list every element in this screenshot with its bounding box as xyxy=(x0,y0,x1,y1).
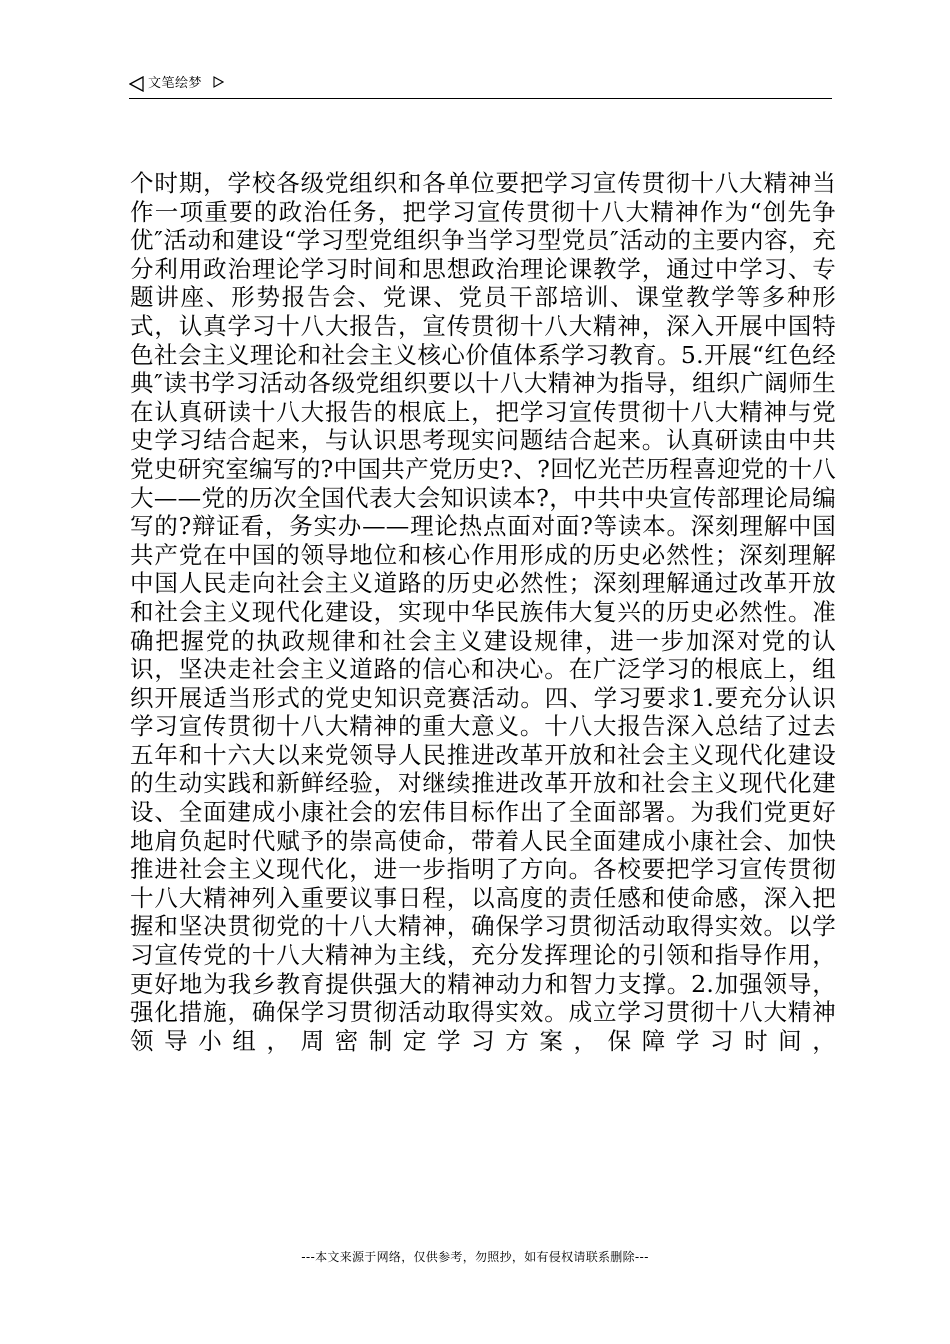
right-triangle-icon xyxy=(213,76,224,88)
header-title: 文笔绘梦 xyxy=(148,76,203,91)
document-body-text: 个时期，学校各级党组织和各单位要把学习宣传贯彻十八大精神当作一项重要的政治任务，把学习宣传贯彻十八大精神作为“创先争优″活动和建设“学习型党组织争当学习型党员″活动的主要内容，充分利用政治理论学习时间和思想政治理论课教学，通过中学习、专题讲座、形势报告会、党课、党员干部培训、课堂教学等多种形式，认真学习十八大报告，宣传贯彻十八大精神，深入开展中国特色社会主义理论和社会主义核心价值体系学习教育。5.开展“红色经典″读书学习活动各级党组织要以十八大精神为指导，组织广阔师生在认真研读十八大报告的根底上，把学习宣传贯彻十八大精神与党史学习结合起来，与认识思考现实问题结合起来。认真研读由中共党史研究室编写的?中国共产党历史?、?回忆光芒历程喜迎党的十八大——党的历次全国代表大会知识读本?，中共中央宣传部理论局编写的?辩证看，务实办——理论热点面对面?等读本。深刻理解中国共产党在中国的领导地位和核心作用形成的历史必然性；深刻理解中国人民走向社会主义道路的历史必然性；深刻理解通过改革开放和社会主义现代化建设，实现中华民族伟大复兴的历史必然性。准确把握党的执政规律和社会主义建设规律，进一步加深对党的认识，坚决走社会主义道路的信心和决心。在广泛学习的根底上，组织开展适当形式的党史知识竞赛活动。四、学习要求1.要充分认识学习宣传贯彻十八大精神的重大意义。十八大报告深入总结了过去五年和十六大以来党领导人民推进改革开放和社会主义现代化建设的生动实践和新鲜经验，对继续推进改革开放和社会主义现代化建设、全面建成小康社会的宏伟目标作出了全面部署。为我们党更好地肩负起时代赋予的崇高使命，带着人民全面建成小康社会、加快推进社会主义现代化，进一步指明了方向。各校要把学习宣传贯彻十八大精神列入重要议事日程，以高度的责任感和使命感，深入把握和坚决贯彻党的十八大精神，确保学习贯彻活动取得实效。以学习宣传党的十八大精神为主线，充分发挥理论的引领和指导作用，更好地为我乡教育提供强大的精神动力和智力支撑。2.加强领导，强化措施，确保学习贯彻活动取得实效。成立学习贯彻十八大精神领导小组，周密制定学习方案，保障学习时间， xyxy=(130,169,836,1055)
left-triangle-icon xyxy=(129,76,145,92)
page-header xyxy=(129,74,832,99)
footer-disclaimer: ---本文来源于网络，仅供参考，勿照抄，如有侵权请联系删除--- xyxy=(301,1250,649,1264)
